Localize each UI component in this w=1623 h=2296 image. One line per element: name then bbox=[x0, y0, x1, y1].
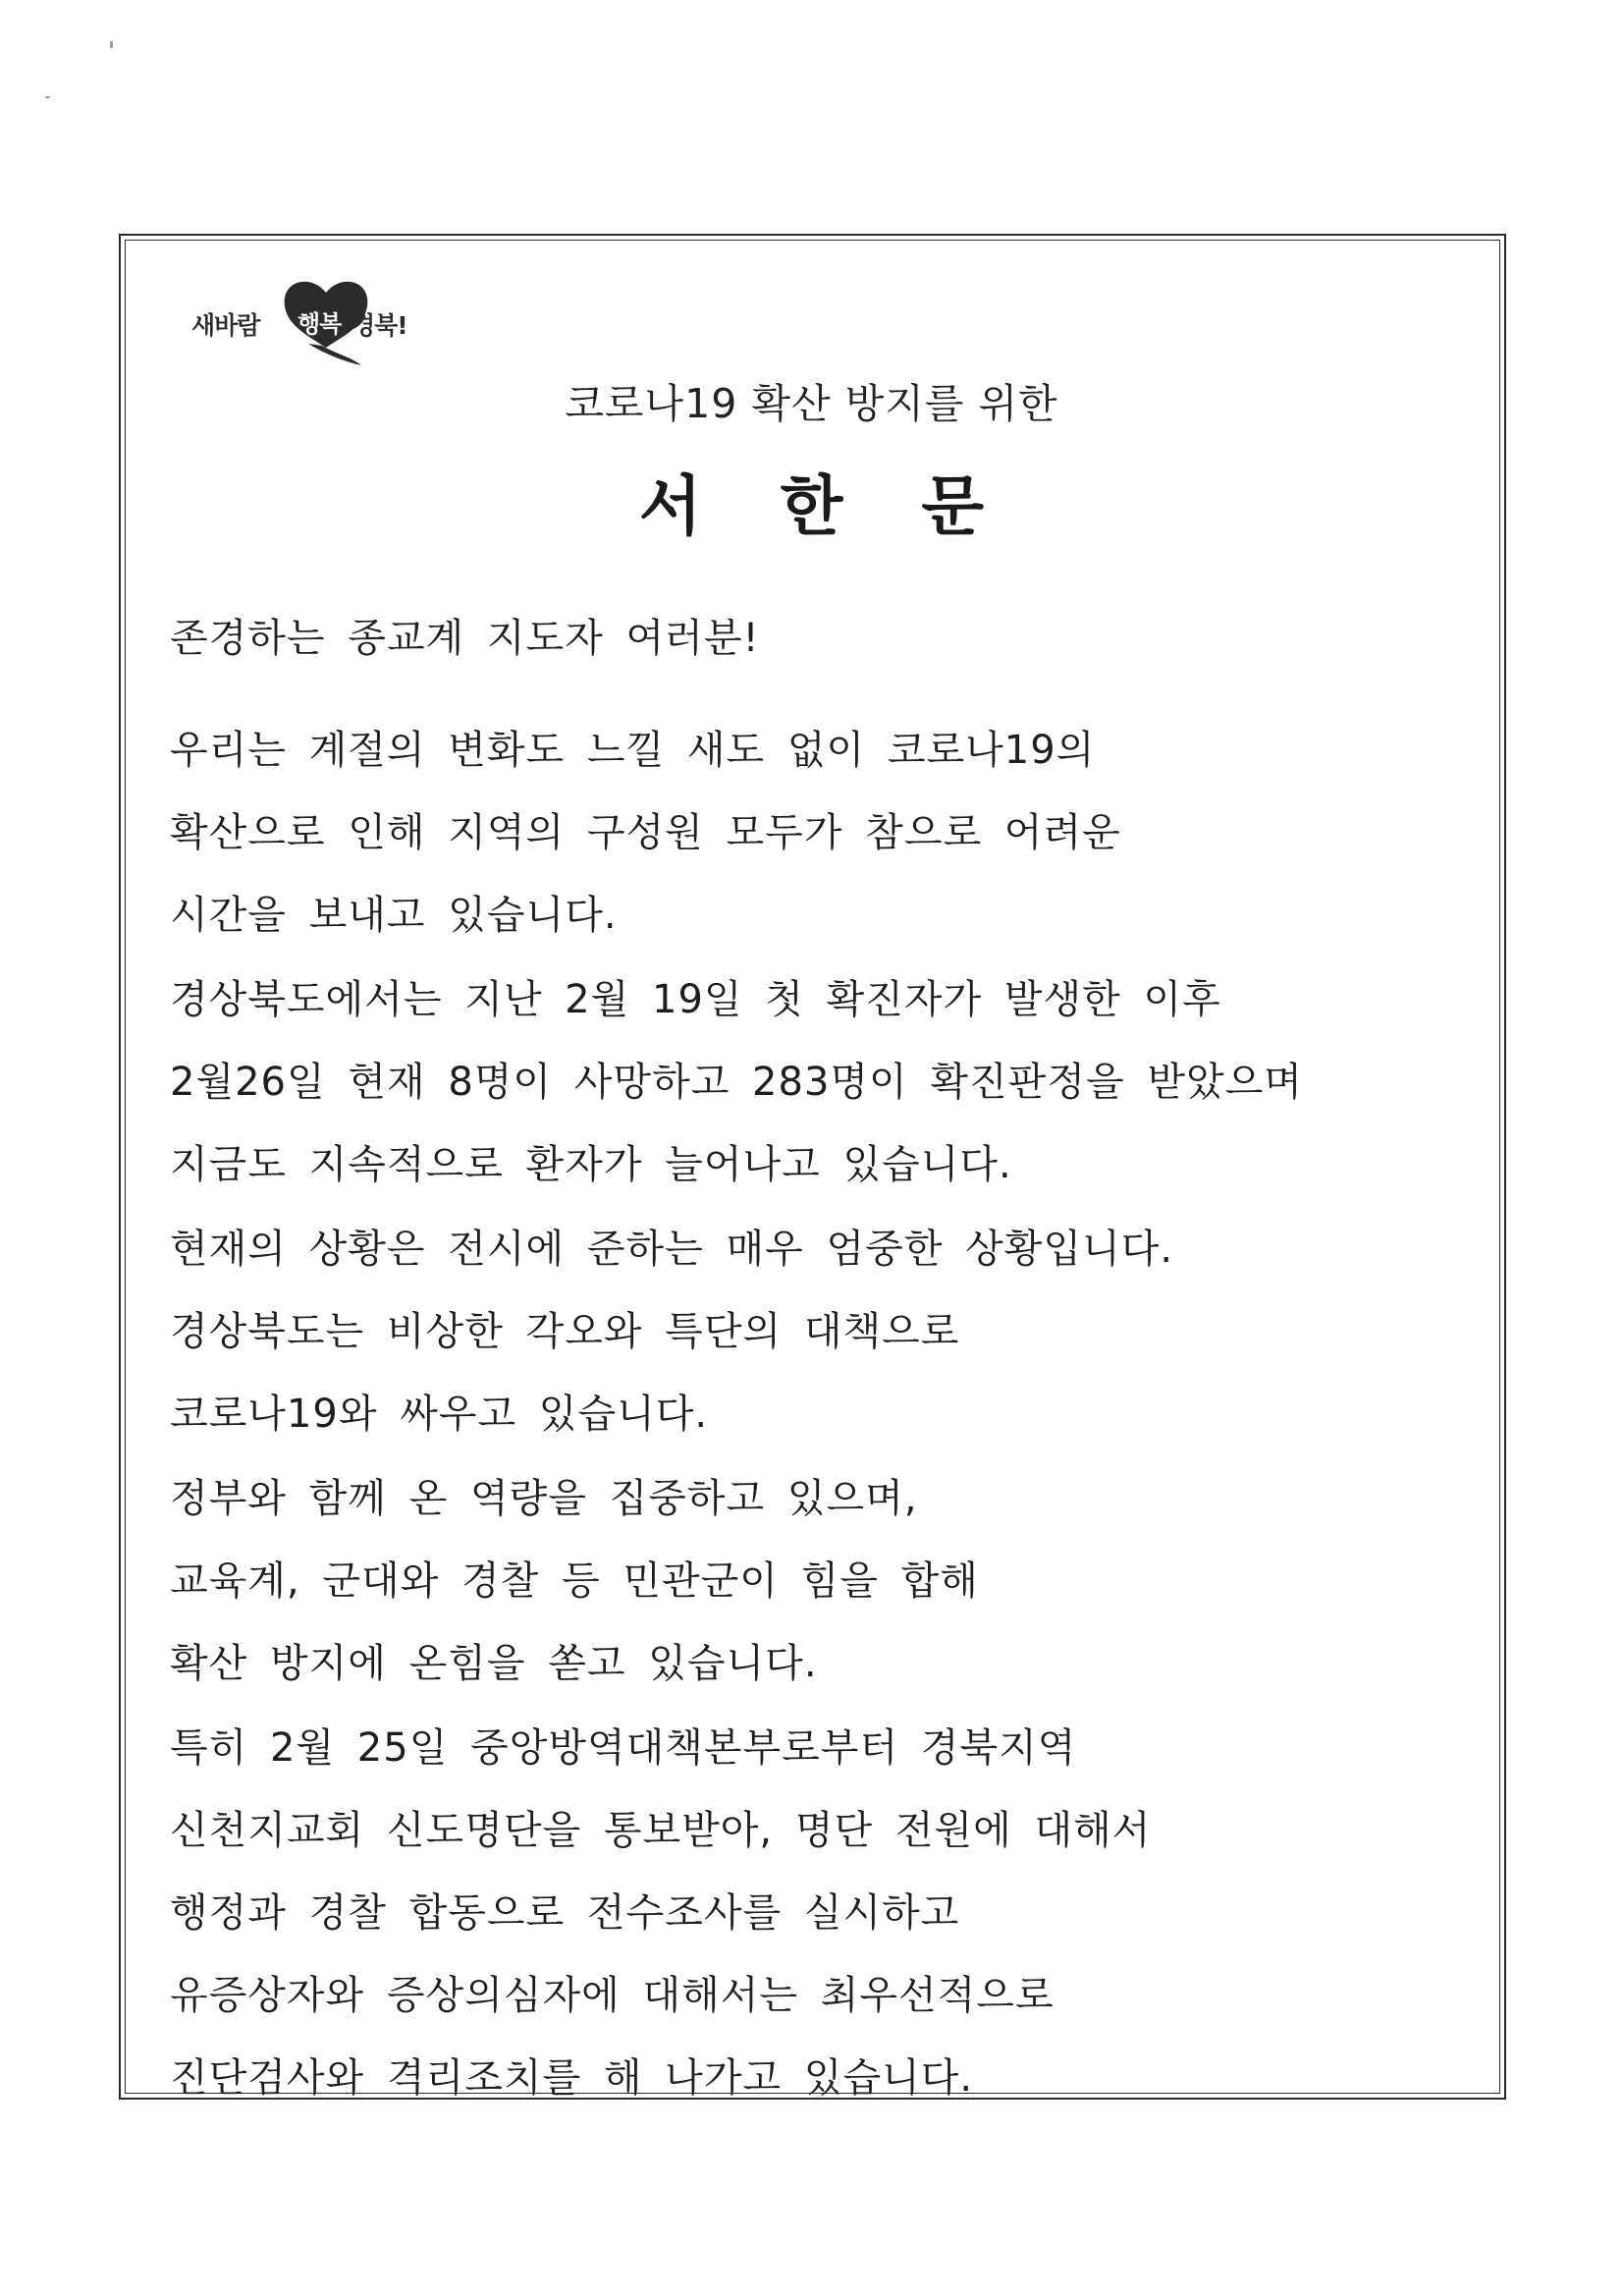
paragraph-line: 진단검사와 격리조치를 해 나가고 있습니다. bbox=[170, 2055, 974, 2101]
letter-subtitle: 코로나19 확산 방지를 위한 bbox=[565, 380, 1058, 427]
paragraph-line: 특히 2월 25일 중앙방역대책본부로부터 경북지역 bbox=[170, 1725, 1077, 1771]
gyeongbuk-logo bbox=[187, 275, 442, 383]
paragraph-line: 신천지교회 신도명단을 통보받아, 명단 전원에 대해서 bbox=[170, 1808, 1152, 1853]
paragraph-line: 교육계, 군대와 경찰 등 민관군이 힘을 합해 bbox=[170, 1558, 979, 1604]
paragraph-line: 경상북도는 비상한 각오와 특단의 대책으로 bbox=[170, 1309, 960, 1354]
paragraph-line: 우리는 계절의 변화도 느낄 새도 없이 코로나19의 bbox=[170, 728, 1096, 773]
logo-text-mid: 행복 bbox=[298, 310, 342, 338]
logo-text-left: 새바람 bbox=[191, 311, 260, 340]
scan-speck bbox=[45, 96, 50, 98]
paragraph-greeting bbox=[170, 597, 1466, 680]
paragraph-cooperation bbox=[170, 1457, 1466, 1705]
paragraph-emergency bbox=[170, 1208, 1466, 1455]
paragraph-line: 행정과 경찰 합동으로 전수조사를 실시하고 bbox=[170, 1890, 960, 1936]
paragraph-statistics bbox=[170, 958, 1466, 1206]
paragraph-line: 정부와 함께 온 역량을 집중하고 있으며, bbox=[170, 1476, 918, 1521]
paragraph-line: 경상북도에서는 지난 2월 19일 첫 확진자가 발생한 이후 bbox=[170, 977, 1221, 1022]
paragraph-line: 존경하는 종교계 지도자 여러분! bbox=[170, 616, 760, 661]
letter-title: 서한문 bbox=[638, 468, 1063, 544]
paragraph-situation bbox=[170, 709, 1466, 957]
paragraph-line: 2월26일 현재 8명이 사망하고 283명이 확진판정을 받았으며 bbox=[170, 1060, 1303, 1105]
paragraph-line: 시간을 보내고 있습니다. bbox=[170, 893, 618, 938]
paragraph-line: 확산으로 인해 지역의 구성원 모두가 참으로 어려운 bbox=[170, 810, 1121, 855]
scan-speck bbox=[110, 41, 113, 48]
paragraph-line: 코로나19와 싸우고 있습니다. bbox=[170, 1392, 709, 1437]
paragraph-line: 현재의 상황은 전시에 준하는 매우 엄중한 상황입니다. bbox=[170, 1227, 1174, 1272]
paragraph-line: 지금도 지속적으로 환자가 늘어나고 있습니다. bbox=[170, 1142, 1012, 1187]
logo-text-right: 경북! bbox=[352, 311, 407, 340]
paragraph-investigation bbox=[170, 1707, 1466, 2119]
paragraph-line: 유증상자와 증상의심자에 대해서는 최우선적으로 bbox=[170, 1973, 1055, 2018]
paragraph-line: 확산 방지에 온힘을 쏟고 있습니다. bbox=[170, 1641, 818, 1686]
